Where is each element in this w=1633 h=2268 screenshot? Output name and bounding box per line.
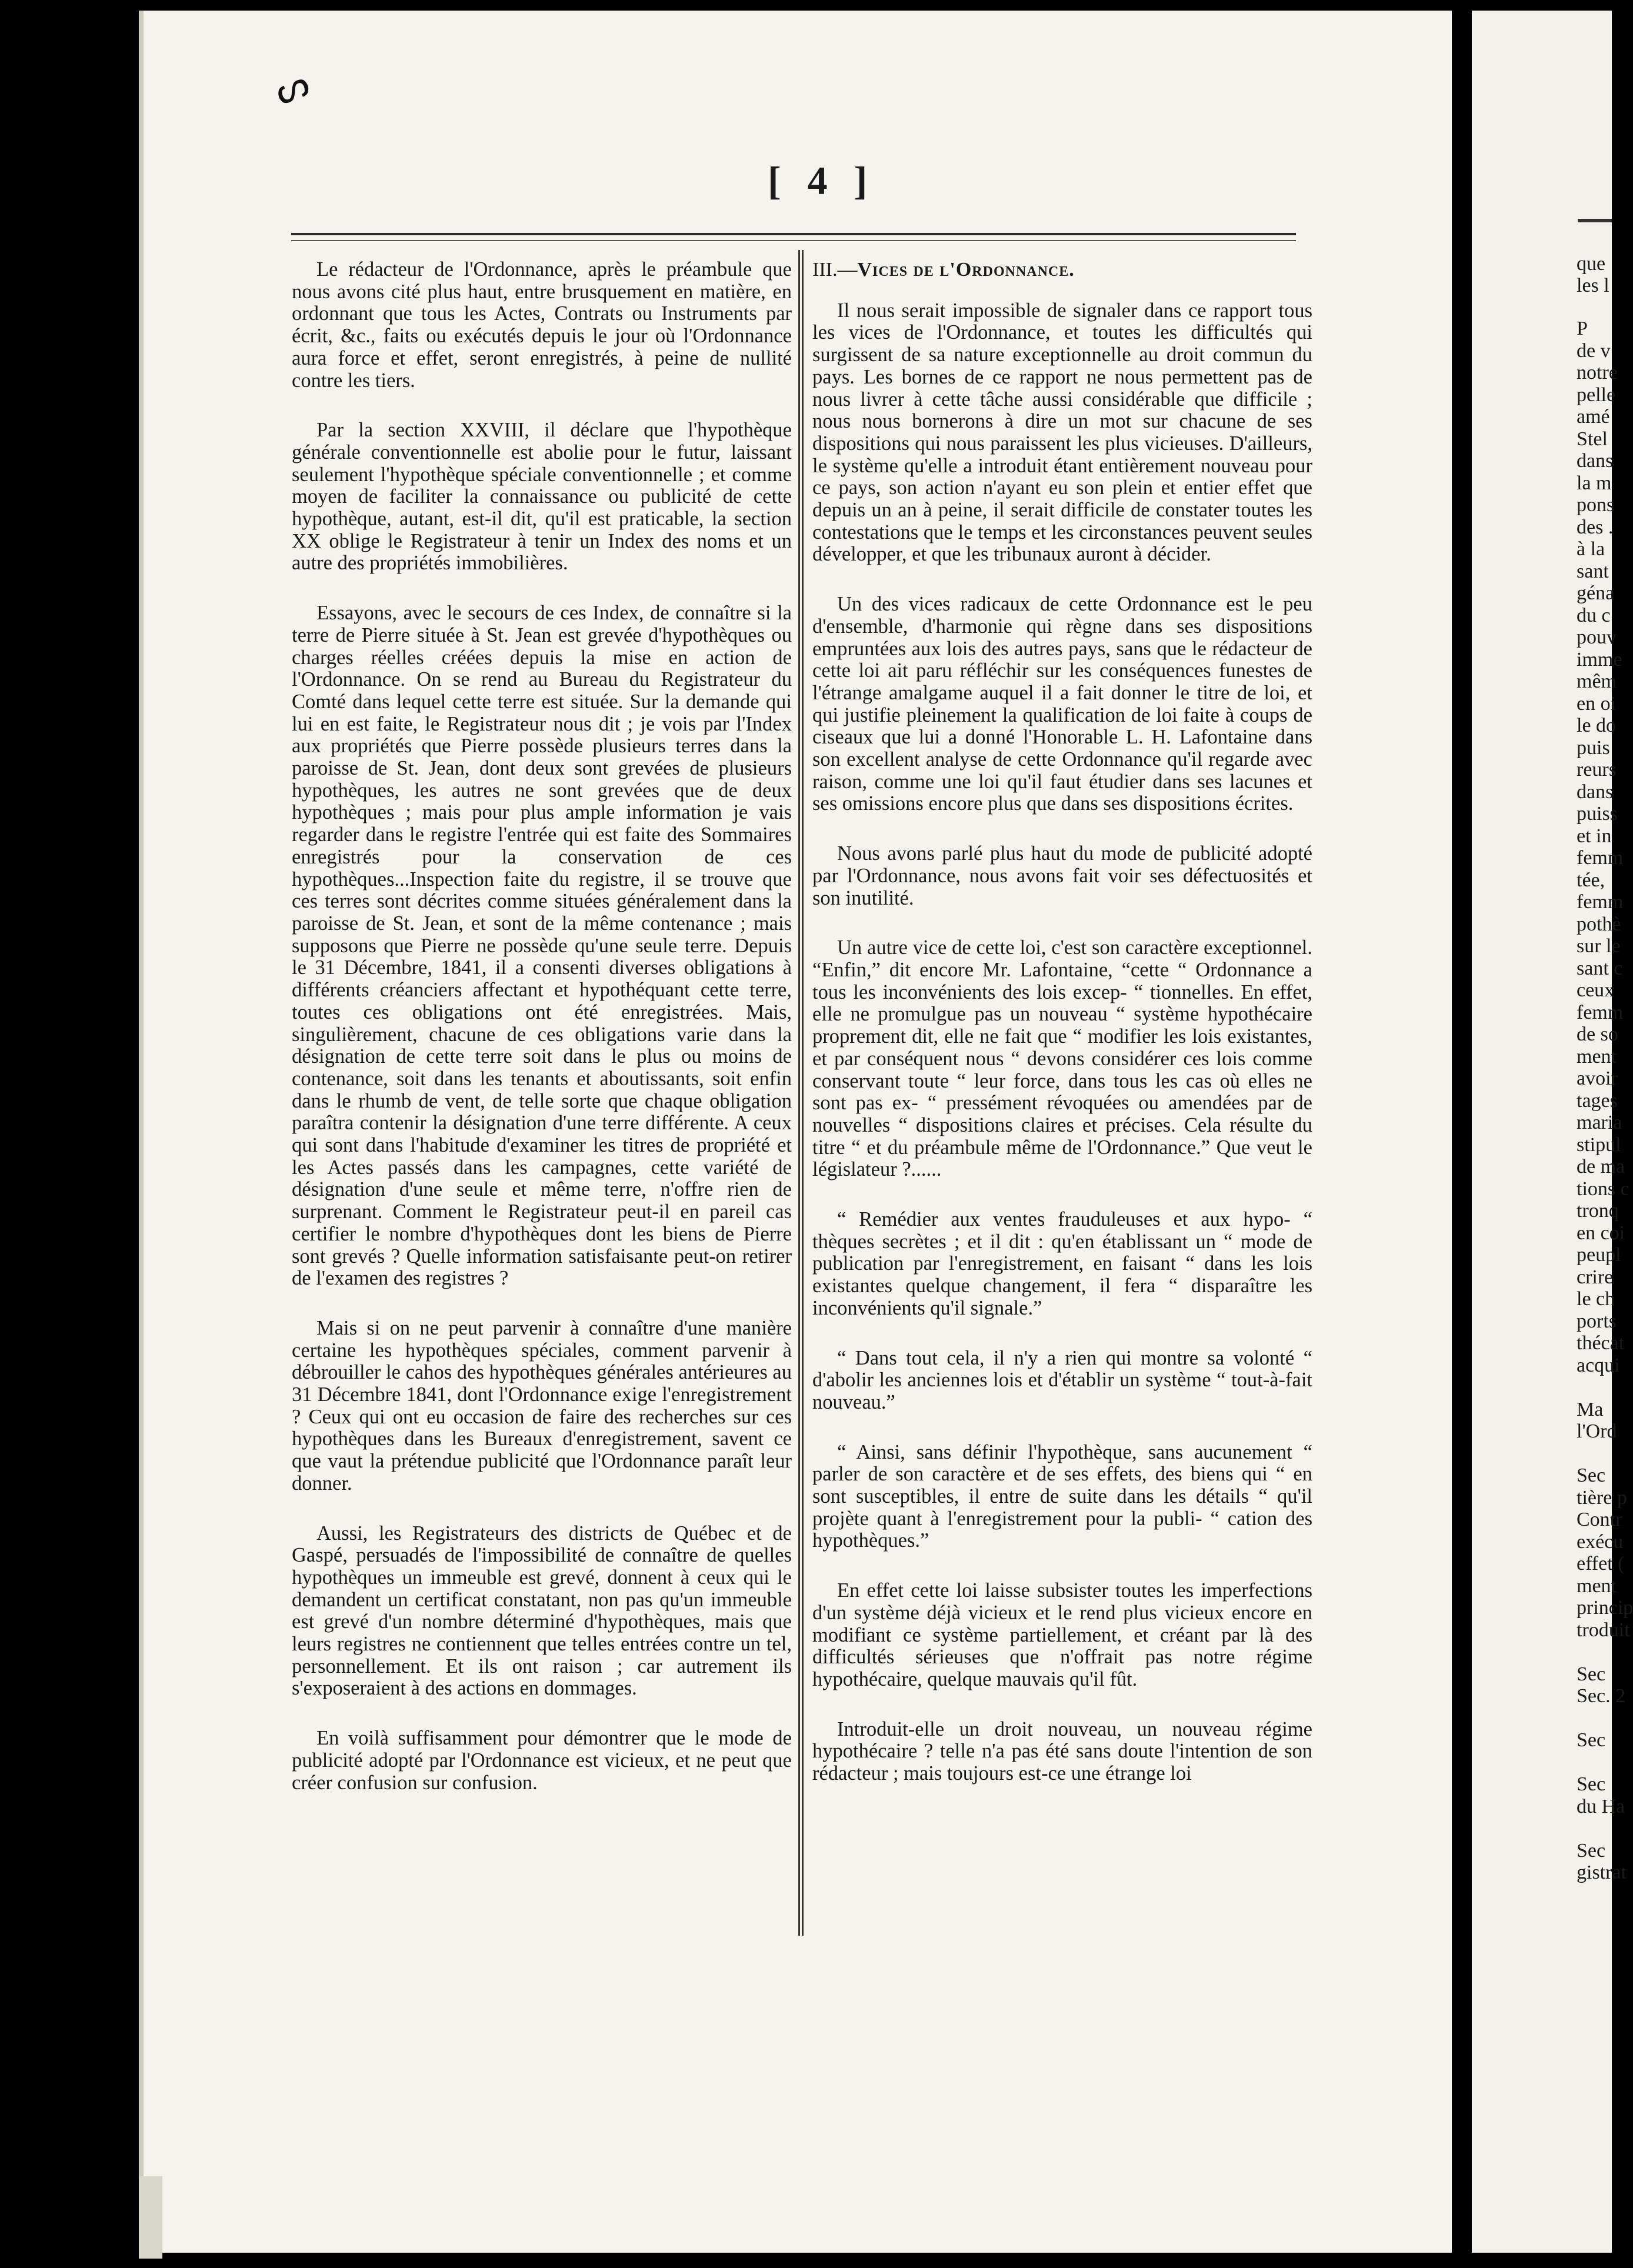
paragraph: En effet cette loi laisse subsister toutes les imperfections d'un système déjà vicieux et le rend plus vicieux encore en modifiant ce système partiellement, et créant par là des difficultés sérieuses que n'offrait pas notre régime hypothécaire, quelque mauvais qu'il fût. <box>812 1579 1312 1690</box>
next-page-line: femm <box>1577 1001 1624 1023</box>
next-page-line: le do <box>1577 715 1617 736</box>
next-page-line: maria <box>1577 1112 1622 1133</box>
next-page-line: l'Ord <box>1577 1420 1617 1442</box>
next-page-line: le ch <box>1577 1288 1615 1310</box>
next-page-line: puiss <box>1577 803 1618 825</box>
paragraph: Un des vices radicaux de cette Ordonnance est le peu d'ensemble, d'harmonie qui règne dans ses dispositions empruntées aux lois des autres pays, sans que le rédacteur de cette loi ait paru réfléchir sur les conséquences funestes de l'étrange amalgame auquel il a fait donner le titre de loi, et qui justifie pleinement la qualification de loi faite à coups de ciseaux que lui a donné l'Honorable L. H. Lafontaine dans son excellent analyse de cette Ordonnance qu'il regarde avec raison, comme une loi qu'il faut étudier dans ses lacunes et ses omissions encore plus que dans ses dispositions écrites. <box>812 593 1312 815</box>
paragraph: “ Ainsi, sans définir l'hypothèque, sans aucunement “ parler de son caractère et de ses effets, des biens qui “ en sont susceptibles, il entre de suite dans les détails “ qu'il projète quant à l'enregistrement pour la publi- “ cation des hypothèques.” <box>812 1440 1312 1552</box>
next-page-line: amé <box>1577 406 1610 428</box>
page-corner-shadow <box>139 2176 162 2259</box>
paragraph: Le rédacteur de l'Ordonnance, après le préambule que nous avons cité plus haut, entre brusquement en matière, en ordonnant que tous les Actes, Contrats ou Instruments par écrit, &c., faits ou exécutés depuis le jour où l'Ordonnance aura force et effet, seront enregistrés, à peine de nullité contre les tiers. <box>292 258 792 392</box>
next-page-line: effet ( <box>1577 1553 1625 1575</box>
next-page-line: princip <box>1577 1597 1633 1619</box>
next-page-line: pons <box>1577 494 1615 516</box>
next-page-line: ports <box>1577 1310 1617 1332</box>
next-page-line: et in <box>1577 825 1612 847</box>
next-page-line: de so <box>1577 1023 1618 1045</box>
next-page-line: exécu <box>1577 1530 1624 1553</box>
next-page-line <box>1577 1752 1612 1774</box>
paragraph: Aussi, les Registrateurs des districts de Québec et de Gaspé, persuadés de l'impossibilité de connaître de quelles hypothèques un immeuble est grevé, donnent à ceux qui le demandent un certificat constatant, non pas qu'un immeuble est grevé d'un nombre déterminé d'hypothèques, mais que leurs registres ne contiennent que telles entrées contre un tel, personnellement. Et ils ont raison ; car autrement ils s'exposeraient à des actions en dommages. <box>292 1522 792 1700</box>
next-page-line: pelle <box>1577 383 1616 406</box>
paragraph: “ Dans tout cela, il n'y a rien qui montre sa volonté “ d'abolir les anciennes lois et d'établir un système “ tout-à-fait nouveau.” <box>812 1346 1312 1413</box>
next-page-line: de ma <box>1577 1156 1625 1178</box>
next-page-line: dans <box>1577 450 1614 472</box>
right-column <box>812 259 1312 1813</box>
next-page-line: des . <box>1577 516 1614 538</box>
next-page-line: tronq <box>1577 1200 1619 1222</box>
next-page-line: les l <box>1577 275 1609 296</box>
next-page-line: sur le <box>1577 935 1621 957</box>
next-page-line: troduit <box>1577 1619 1630 1641</box>
next-page-line: Sec <box>1577 1729 1606 1751</box>
next-page-line: peupl <box>1577 1244 1621 1266</box>
next-page-line: dans <box>1577 781 1614 803</box>
next-page-line: reurs <box>1577 759 1617 781</box>
paragraph: Mais si on ne peut parvenir à connaître d'une manière certaine les hypothèques spéciales, comment parvenir à débrouiller le cahos des hypothèques générales antérieures au 31 Décembre 1841, dont l'Ordonnance exige l'enregistrement ? Ceux qui ont eu occasion de faire des recherches sur ces hypothèques dans les Bureaux d'enregistrement, savent ce que vaut la prétendue publicité que l'Ordonnance paraît leur donner. <box>292 1316 792 1495</box>
section-heading <box>812 259 1312 281</box>
next-page-line: Sec <box>1577 1839 1606 1862</box>
next-page-line: tages <box>1577 1089 1618 1112</box>
next-page-line: ment <box>1577 1575 1617 1597</box>
next-page-line: puis <box>1577 736 1610 759</box>
next-page-cropped-text <box>1577 318 1633 1884</box>
next-page-line: P <box>1577 318 1588 339</box>
next-page-line: tière p <box>1577 1486 1627 1509</box>
next-page-line: Sec <box>1577 1773 1606 1795</box>
next-page-line <box>1577 1641 1612 1663</box>
next-page-line <box>1577 1817 1612 1840</box>
next-page-line: thécat <box>1577 1332 1625 1354</box>
corner-ink-mark: ᔕ <box>269 62 315 113</box>
next-page-rule <box>1578 219 1612 222</box>
next-page-line: en oi <box>1577 692 1617 715</box>
next-page-line: tions c <box>1577 1178 1629 1200</box>
section-title: Vices de l'Ordonnance. <box>857 259 1075 281</box>
next-page-line: pouv <box>1577 626 1617 648</box>
left-column <box>292 259 792 1822</box>
section-number: III.— <box>812 259 858 281</box>
next-page-line: imme <box>1577 648 1622 671</box>
next-page-line: femm <box>1577 847 1624 869</box>
next-page-line: à la <box>1577 538 1605 560</box>
next-page-line: en coi <box>1577 1222 1625 1244</box>
paragraph: Nous avons parlé plus haut du mode de publicité adopté par l'Ordonnance, nous avons fait voir ses défectuosités et son inutilité. <box>812 842 1312 909</box>
next-page-line: du Ha <box>1577 1795 1625 1817</box>
next-page-line <box>1577 1707 1612 1730</box>
next-page-line <box>1577 1376 1612 1399</box>
next-page-line: sant <box>1577 560 1609 582</box>
next-page-line: sant c <box>1577 957 1623 979</box>
next-page-line: Ma <box>1577 1398 1604 1420</box>
paragraph: Essayons, avec le secours de ces Index, de connaître si la terre de Pierre située à St. Jean est grevée d'hypothèques ou charges réelles créées depuis la mise en action de l'Ordonnance. On se rend au Bureau du Registrateur du Comté dans lequel cette terre est située. Sur la demande qui lui en est faite, le Registrateur nous dit ; je vois par l'Index aux propriétés que Pierre possède plusieurs terres dans la paroisse de St. Jean, dont deux sont grevées de plusieurs hypothèques, les autres ne sont grevées que de deux hypothèques ; mais pour plus ample information je vais regarder dans le registre l'entrée qui est faite des Sommaires enregistrés pour la conservation de ces hypothèques...Inspection faite du registre, il se trouve que ces terres sont décrites comme situées généralement dans la paroisse de St. Jean, et sont de la même contenance ; mais supposons que Pierre ne possède qu'une seule terre. Depuis le 31 Décembre, 1841, il a consenti diverses obligations à différents créanciers affectant et hypothéquant cette terre, toutes ces obligations ont été enregistrées. Mais, singulièrement, chacune de ces obligations varie dans la désignation de cette terre soit dans le plus ou moins de contenance, soit dans les tenants et aboutissants, soit enfin dans le rhumb de vent, de telle sorte que chaque obligation paraîtra contenir la désignation d'une terre différente. A ceux qui sont dans l'habitude d'examiner les titres de propriété et les Actes passés dans les campagnes, cette variété de désignation d'une seule et même terre, n'offre rien de surprenant. Comment le Registrateur peut-il en pareil cas certifier le nombre d'hypothèques dont les biens de Pierre sont grevés ? Quelle information satisfaisante peut-on retirer de l'examen des registres ? <box>292 602 792 1290</box>
next-page-line: Contr <box>1577 1509 1622 1530</box>
paragraph: Un autre vice de cette loi, c'est son caractère exceptionnel. “Enfin,” dit encore Mr. Lafontaine, “cette “ Ordonnance a tous les inconvénients des lois excep- “ tionnelles. En effet, elle ne promulgue pas un nouveau “ système hypothécaire proprement dit, elle ne fait que “ modifier les lois existantes, et par conséquent nous “ devons considérer ces lois comme conservant toute “ leur force, dans tous les cas où elles ne sont pas ex- “ pressément révoquées ou amendées par de nouvelles “ dispositions claires et précises. Cela résulte du titre “ et du préambule même de l'Ordonnance.” Que veut le législateur ?...... <box>812 936 1312 1181</box>
header-rule <box>291 233 1296 235</box>
next-page-line: de v <box>1577 339 1611 362</box>
paragraph: Il nous serait impossible de signaler dans ce rapport tous les vices de l'Ordonnance, et toutes les difficultés qui surgissent de sa nature exceptionnelle au droit commun du pays. Les bornes de ce rapport ne nous permettent pas de nous livrer à cette tâche aussi considérable que difficile ; nous nous bornerons à dire un mot sur chacune de ses dispositions qui nous paraissent les plus vicieuses. D'ailleurs, le système qu'elle a introduit étant entièrement nouveau pour ce pays, son action n'ayant eu son plein et entier effet que depuis un an à peine, il serait difficile de constater toutes les contestations que le temps et les circonstances peuvent seules développer, et que les tribunaux auront à décider. <box>812 299 1312 566</box>
next-page-line: notre <box>1577 362 1618 383</box>
next-page-line: Sec <box>1577 1663 1606 1685</box>
next-page-line: Sec. 2 <box>1577 1685 1626 1707</box>
next-page-line: que <box>1577 253 1606 275</box>
next-page-line: crire <box>1577 1266 1614 1288</box>
column-divider <box>798 250 804 1936</box>
next-page-line: Sec <box>1577 1465 1606 1486</box>
next-page-line: géna <box>1577 582 1615 604</box>
next-page-line: Stel <box>1577 428 1608 450</box>
next-page-line: avoir <box>1577 1068 1618 1089</box>
next-page-line: pothè <box>1577 913 1621 935</box>
paragraph: “ Remédier aux ventes frauduleuses et aux hypo- “ thèques secrètes ; et il dit : qu'en établissant un “ mode de publication par l'enregistrement, en faisant “ dans les lois existantes quelque changement, il fera “ disparaître les inconvénients qu'il signale.” <box>812 1208 1312 1319</box>
next-page-line: gistrat <box>1577 1862 1627 1883</box>
next-page-line: tée, <box>1577 869 1610 891</box>
next-page-line: stipul <box>1577 1133 1621 1156</box>
paragraph: Introduit-elle un droit nouveau, un nouveau régime hypothécaire ? telle n'a pas été sans doute l'intention de son rédacteur ; mais toujours est-ce une étrange loi <box>812 1717 1312 1785</box>
page-number: [ 4 ] <box>768 158 876 203</box>
next-page-line: ment <box>1577 1045 1617 1068</box>
next-page-line: du c <box>1577 604 1611 626</box>
next-page-line: ceux <box>1577 979 1615 1001</box>
next-page-line <box>1577 1443 1612 1465</box>
next-page-line: la m <box>1577 472 1612 494</box>
paragraph: Par la section XXVIII, il déclare que l'hypothèque générale conventionnelle est abolie pour le futur, laissant seulement l'hypothèque spéciale conventionnelle ; et comme moyen de faciliter la connaissance ou publicité de cette hypothèque, autant, est-il dit, qu'il est praticable, la section XX oblige le Registrateur à tenir un Index des noms et un autre des propriétés immobilières. <box>292 419 792 575</box>
next-page-line: femm <box>1577 891 1624 913</box>
header-rule-thin <box>291 240 1296 241</box>
next-page-line: acqui <box>1577 1354 1620 1376</box>
next-page-line: mêm <box>1577 671 1617 692</box>
paragraph: En voilà suffisamment pour démontrer que le mode de publicité adopté par l'Ordonnance est vicieux, et ne peut que créer confusion sur confusion. <box>292 1727 792 1794</box>
